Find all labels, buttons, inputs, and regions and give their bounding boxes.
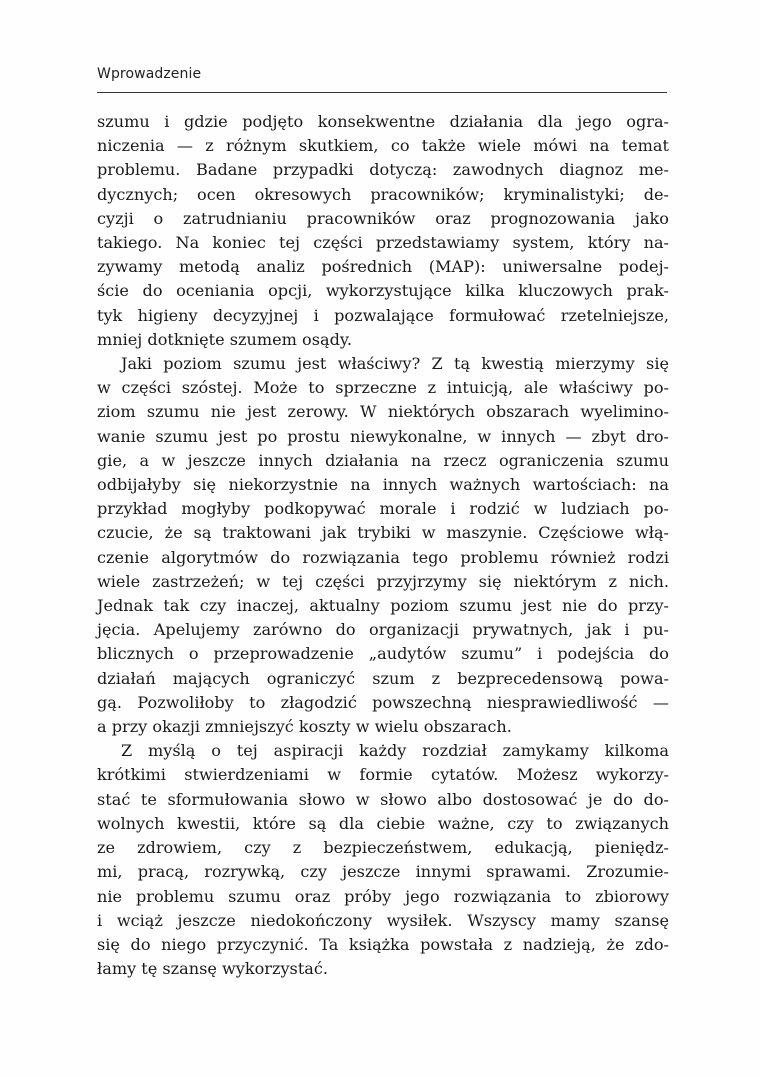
text-line: jęcia. Apelujemy zarówno do organizacji prywatnych, jak i pu- <box>97 620 669 640</box>
text-line: ziom szumu nie jest zerowy. W niektórych obszarach wyelimino- <box>97 402 669 422</box>
text-line: Jaki poziom szumu jest właściwy? Z tą kwestią mierzymy się <box>121 354 669 374</box>
text-line: a przy okazji zmniejszyć koszty w wielu obszarach. <box>97 717 512 737</box>
text-line: mniej dotknięte szumem osądy. <box>97 329 352 349</box>
text-line: wiele zastrzeżeń; w tej części przyjrzymy się niektórym z nich. <box>97 571 669 591</box>
text-line: gie, a w jeszcze innych działania na rzecz ograniczenia szumu <box>97 450 669 470</box>
text-line: w części szóstej. Może to sprzeczne z intuicją, ale właściwy po- <box>97 378 669 398</box>
text-line: niczenia — z różnym skutkiem, co także wiele mówi na temat <box>97 136 669 156</box>
text-line: się do niego przyczynić. Ta książka powstała z nadzieją, że zdo- <box>97 934 669 954</box>
header-rule <box>97 92 667 93</box>
paragraph <box>97 110 669 352</box>
text-line: blicznych o przeprowadzenie „audytów szumu” i podejścia do <box>97 644 669 664</box>
text-line: działań mających ograniczyć szum z bezprecedensową powa- <box>97 668 669 688</box>
text-line: dycznych; ocen okresowych pracowników; kryminalistyki; de- <box>97 184 669 204</box>
text-line: tyk higieny decyzyjnej i pozwalające formułować rzetelniejsze, <box>97 305 669 325</box>
text-line: odbijałyby się niekorzystnie na innych ważnych wartościach: na <box>97 475 669 495</box>
text-line: krótkimi stwierdzeniami w formie cytatów. Możesz wykorzy- <box>97 765 669 785</box>
text-line: mi, pracą, rozrywką, czy jeszcze innymi sprawami. Zrozumie- <box>97 862 669 882</box>
text-line: nie problemu szumu oraz próby jego rozwiązania to zbiorowy <box>97 886 669 906</box>
text-line: przykład mogłyby podkopywać morale i rodzić w ludziach po- <box>97 499 669 519</box>
paragraph <box>97 352 669 739</box>
text-line: stać te sformułowania słowo w słowo albo dostosować je do do- <box>97 789 669 809</box>
text-line: Z myślą o tej aspiracji każdy rozdział zamykamy kilkoma <box>121 741 669 761</box>
text-line: wanie szumu jest po prostu niewykonalne, w innych — zbyt dro- <box>97 426 669 446</box>
text-line: takiego. Na koniec tej części przedstawiamy system, który na- <box>97 233 669 253</box>
paragraph <box>97 739 669 981</box>
text-line: cyzji o zatrudnianiu pracowników oraz prognozowania jako <box>97 208 669 228</box>
text-line: ście do oceniania opcji, wykorzystujące kilka kluczowych prak- <box>97 281 669 301</box>
text-line: szumu i gdzie podjęto konsekwentne działania dla jego ogra- <box>97 112 669 131</box>
text-line: wolnych kwestii, które są dla ciebie ważne, czy to związanych <box>97 813 669 833</box>
running-head: Wprowadzenie <box>97 66 202 82</box>
body-text <box>97 110 669 981</box>
text-line: Jednak tak czy inaczej, aktualny poziom szumu jest nie do przy- <box>97 596 669 616</box>
text-line: problemu. Badane przypadki dotyczą: zawodnych diagnoz me- <box>97 160 669 180</box>
text-line: ze zdrowiem, czy z bezpieczeństwem, edukacją, pieniędz- <box>97 838 669 858</box>
text-line: czucie, że są traktowani jak trybiki w maszynie. Częściowe włą- <box>97 523 669 543</box>
text-line: gą. Pozwoliłoby to złagodzić powszechną niesprawiedliwość — <box>97 692 669 712</box>
text-line: zywamy metodą analiz pośrednich (MAP): uniwersalne podej- <box>97 257 669 277</box>
text-line: i wciąż jeszcze niedokończony wysiłek. Wszyscy mamy szansę <box>97 910 669 930</box>
text-line: łamy tę szansę wykorzystać. <box>97 959 329 979</box>
text-line: czenie algorytmów do rozwiązania tego problemu również rodzi <box>97 547 669 567</box>
